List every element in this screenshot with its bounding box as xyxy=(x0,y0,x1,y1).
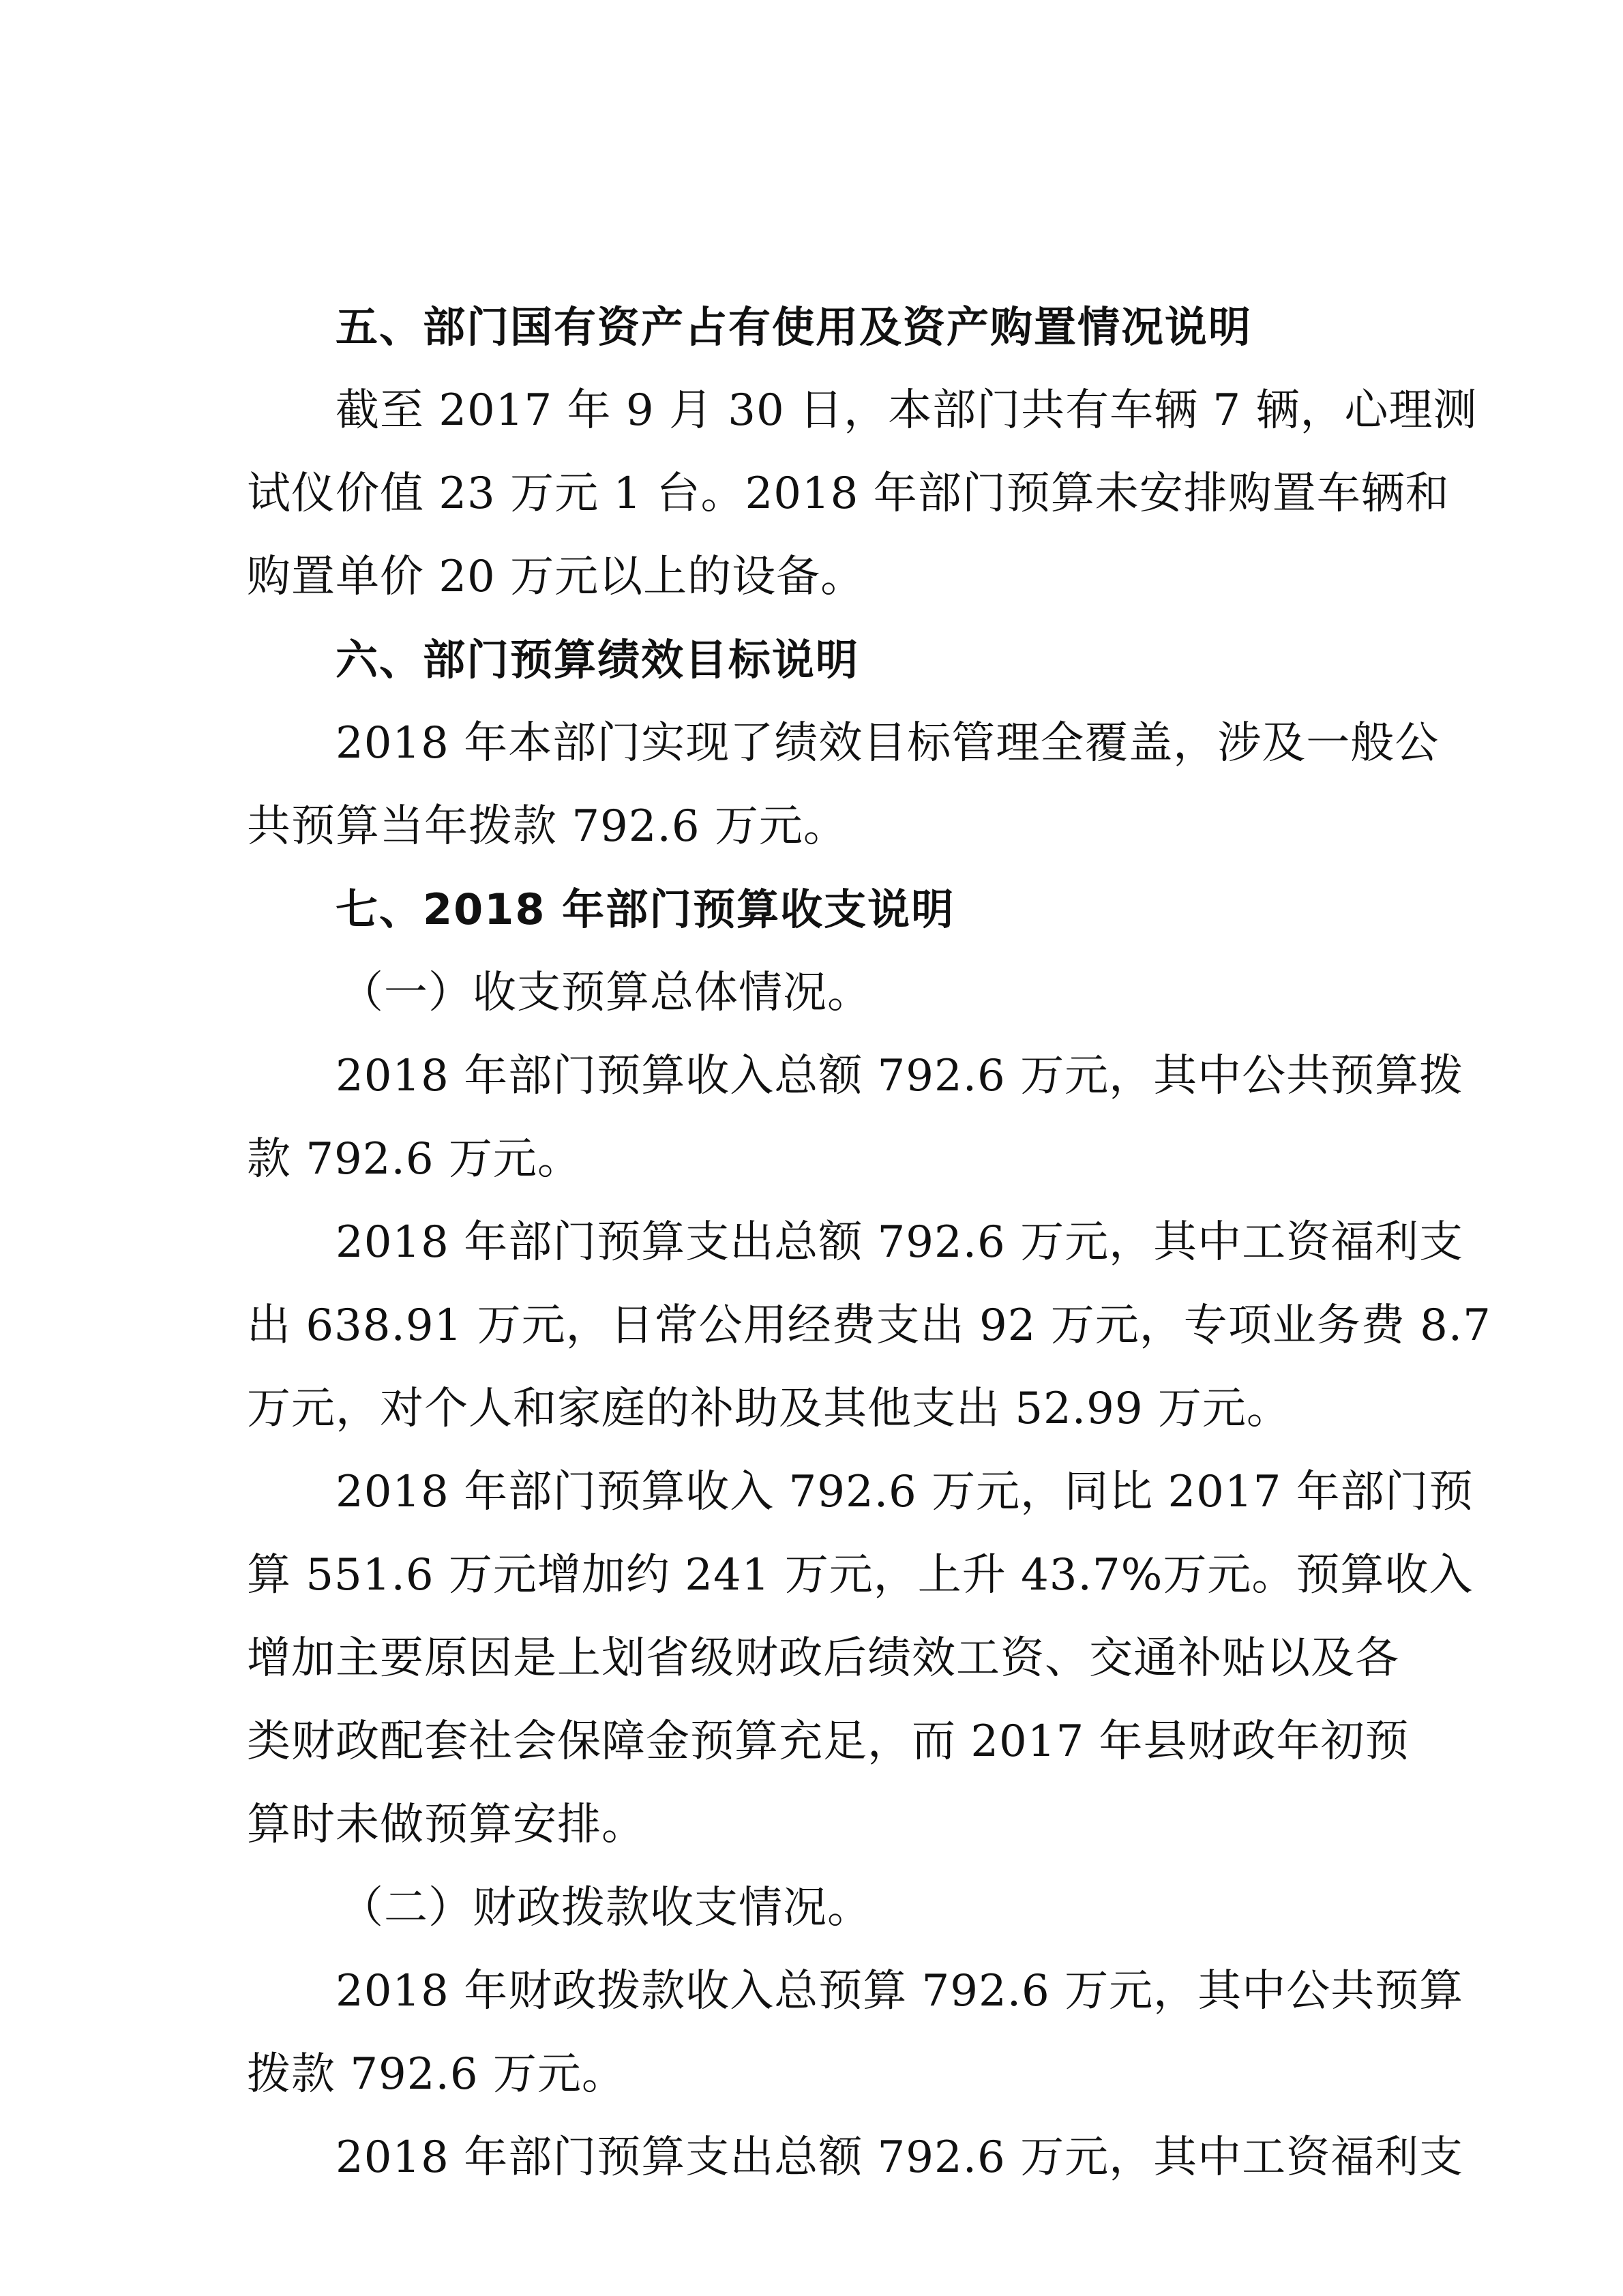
paragraph-line: 款 792.6 万元。 xyxy=(247,1134,582,1184)
paragraph-line: 算 551.6 万元增加约 241 万元，上升 43.7%万元。预算收入 xyxy=(247,1550,1474,1600)
subsection-heading-fiscal-appropriation: （二）财政拨款收支情况。 xyxy=(340,1883,872,1933)
paragraph-line: 2018 年部门预算支出总额 792.6 万元，其中工资福利支 xyxy=(336,2132,1464,2183)
paragraph-line: 2018 年部门预算收入总额 792.6 万元，其中公共预算拨 xyxy=(336,1051,1464,1101)
paragraph-line: 截至 2017 年 9 月 30 日，本部门共有车辆 7 辆，心理测 xyxy=(336,385,1478,436)
paragraph-line: 增加主要原因是上划省级财政后绩效工资、交通补贴以及各 xyxy=(247,1633,1399,1684)
section-heading-asset-usage: 五、部门国有资产占有使用及资产购置情况说明 xyxy=(336,302,1253,352)
paragraph-line: 算时未做预算安排。 xyxy=(247,1800,646,1850)
paragraph-line: 2018 年本部门实现了绩效目标管理全覆盖，涉及一般公 xyxy=(336,718,1440,769)
paragraph-line: 试仪价值 23 万元 1 台。2018 年部门预算未安排购置车辆和 xyxy=(247,468,1450,519)
paragraph-line: 出 638.91 万元，日常公用经费支出 92 万元，专项业务费 8.7 xyxy=(247,1300,1491,1351)
paragraph-line: 2018 年部门预算支出总额 792.6 万元，其中工资福利支 xyxy=(336,1217,1464,1268)
section-heading-performance-goals: 六、部门预算绩效目标说明 xyxy=(336,635,860,685)
paragraph-line: 共预算当年拨款 792.6 万元。 xyxy=(247,801,848,852)
paragraph-line: 万元，对个人和家庭的补助及其他支出 52.99 万元。 xyxy=(247,1384,1291,1434)
subsection-heading-overall: （一）收支预算总体情况。 xyxy=(340,968,872,1018)
paragraph-line: 2018 年部门预算收入 792.6 万元，同比 2017 年部门预 xyxy=(336,1467,1474,1517)
paragraph-line: 购置单价 20 万元以上的设备。 xyxy=(247,552,865,602)
paragraph-line: 类财政配套社会保障金预算充足，而 2017 年县财政年初预 xyxy=(247,1716,1410,1767)
paragraph-line: 拨款 792.6 万元。 xyxy=(247,2049,626,2100)
paragraph-line: 2018 年财政拨款收入总预算 792.6 万元，其中公共预算 xyxy=(336,1966,1464,2016)
section-heading-budget-income-expense: 七、2018 年部门预算收支说明 xyxy=(336,884,955,934)
